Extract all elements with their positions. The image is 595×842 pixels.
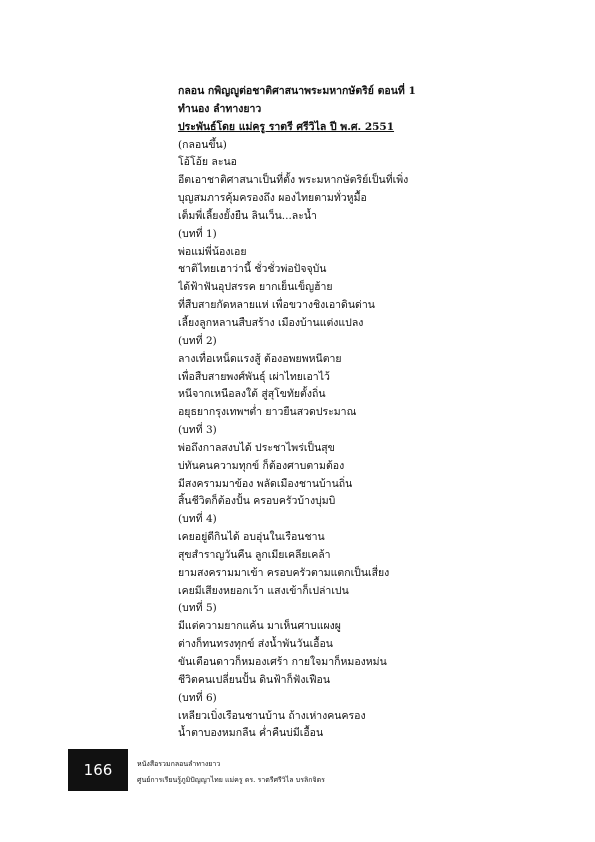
footer-publisher: ศูนย์การเรียนรู้ภูมิปัญญาไทย แม่ครู ดร. ราตรีศรีวิไล บรลิกจิตร: [137, 776, 325, 784]
verse-line: เลี้ยงลูกหลานสืบสร้าง เมืองบ้านแต่งแปลง: [178, 316, 364, 329]
section-marker: (บทที่ 2): [178, 334, 217, 347]
poem-content: [178, 83, 518, 743]
footer-book-title: หนังสือรวมกลอนลำทางยาว: [137, 760, 221, 768]
verse-line: ที่สืบสายกัดหลายแห่ เพื่อขวางชิงเอาดินด่าน: [178, 299, 375, 312]
verse-line: ชีวิตคนเปลี่ยนปั้น ดินฟ้าก็ฟังเฟือน: [178, 673, 330, 686]
verse-line: ต่างก็ทนทรงทุกข์ ส่งน้ำพันวันเอื้อน: [178, 638, 333, 651]
verse-line: อีตเอาชาติศาสนาเป็นที่ตั้ง พระมหากษัตริย์เป็นที่เพิ่ง: [178, 174, 409, 187]
verse-line: น้ำตาบองหมกลืน ค่ำคืนบ่มีเอื้อน: [178, 727, 324, 740]
verse-line: ขันเตือนดาวก็หมองเศร้า กายใจมาก็หมองหม่น: [178, 656, 387, 668]
page-number: 166: [68, 749, 128, 791]
verse-line: ชาติไทยเฮาว่านี้ ชั่วชั่วพ่อปัจจุบัน: [178, 263, 327, 276]
verse-line: ได้ฟ้าฟันอุปสรรค ยากเย็นเข็ญฮ้าย: [178, 281, 333, 294]
verse-line: สุขสำราญวันคืน ลูกเมียเคลียเคล้า: [178, 548, 331, 561]
verse-line: มีสงครามมาข้อง พลัดเมืองชานบ้านถิ่น: [178, 477, 353, 490]
section-marker: (บทที่ 3): [178, 424, 217, 437]
section-marker: (บทที่ 1): [178, 227, 217, 240]
section-marker: (กลอนขึ้น): [178, 138, 227, 151]
verse-line: บุญสมภารคุ้มครองถึง ผองไทยตามทั่วหูมื้อ: [178, 192, 367, 205]
verse-line: บ่ทันคนความทุกข์ ก็ต้องศาบตามต้อง: [178, 459, 345, 472]
section-marker: (บทที่ 5): [178, 602, 217, 615]
verse-line: เหลียวเบิ่งเรือนชานบ้าน ถ้างเห่างคนครอง: [178, 709, 366, 722]
poem-title: กลอน กพิญญูต่อชาติศาสนาพระมหากษัตริย์ ตอนที่ 1: [178, 85, 416, 97]
verse-line: อยุธยากรุงเทพฯต่ำ ยาวยืนสวดประมาณ: [178, 406, 357, 419]
section-marker: (บทที่ 6): [178, 691, 217, 704]
verse-line: มีแต่ความยากแค้น มาเห็นศาบแผงผู: [178, 620, 341, 633]
verse-line: เคยมีเสียงหยอกเว้า แสงเข้าก็เปล่าเปน: [178, 584, 349, 597]
verse-line: เพื่อสืบสายพงศ์พันธุ์ เผ่าไทยเอาไว้: [178, 370, 330, 383]
verse-line: โอ้โอ้ย ละนอ: [178, 156, 237, 169]
verse-line: เคยอยู่ดีกินได้ อบอุ่นในเรือนชาน: [178, 531, 325, 544]
verse-line: พ่อถึงกาลสงบได้ ประชาไพร่เป็นสุข: [178, 441, 335, 454]
verse-line: เต็มพี่เลี้ยงยั้งยืน ลินเว็น...ละน้ำ: [178, 209, 317, 222]
poem-body: [178, 137, 518, 744]
section-marker: (บทที่ 4): [178, 513, 217, 526]
verse-line: สิ้นชีวิตก็ต้องปั้น ครอบครัวบ้างบุ่มบิ: [178, 495, 336, 508]
verse-line: ยามสงครามมาเข้า ครอบครัวตามแตกเป็นเสี่ยง: [178, 566, 390, 579]
author-line: ประพันธ์โดย แม่ครู ราตรี ศรีวิไล ปี พ.ศ. 2551: [178, 120, 395, 133]
verse-line: พ่อแม่พี่น้องเอย: [178, 245, 247, 258]
melody-line: ทำนอง ลำทางยาว: [178, 102, 262, 115]
verse-line: ลางเทื่อเหน็ดแรงสู้ ต้องอพยพหนีตาย: [178, 352, 342, 365]
verse-line: หนีจากเหนือลงใต้ สู่สุโขทัยตั้งถิ่น: [178, 388, 326, 401]
footer-caption: [137, 756, 325, 788]
